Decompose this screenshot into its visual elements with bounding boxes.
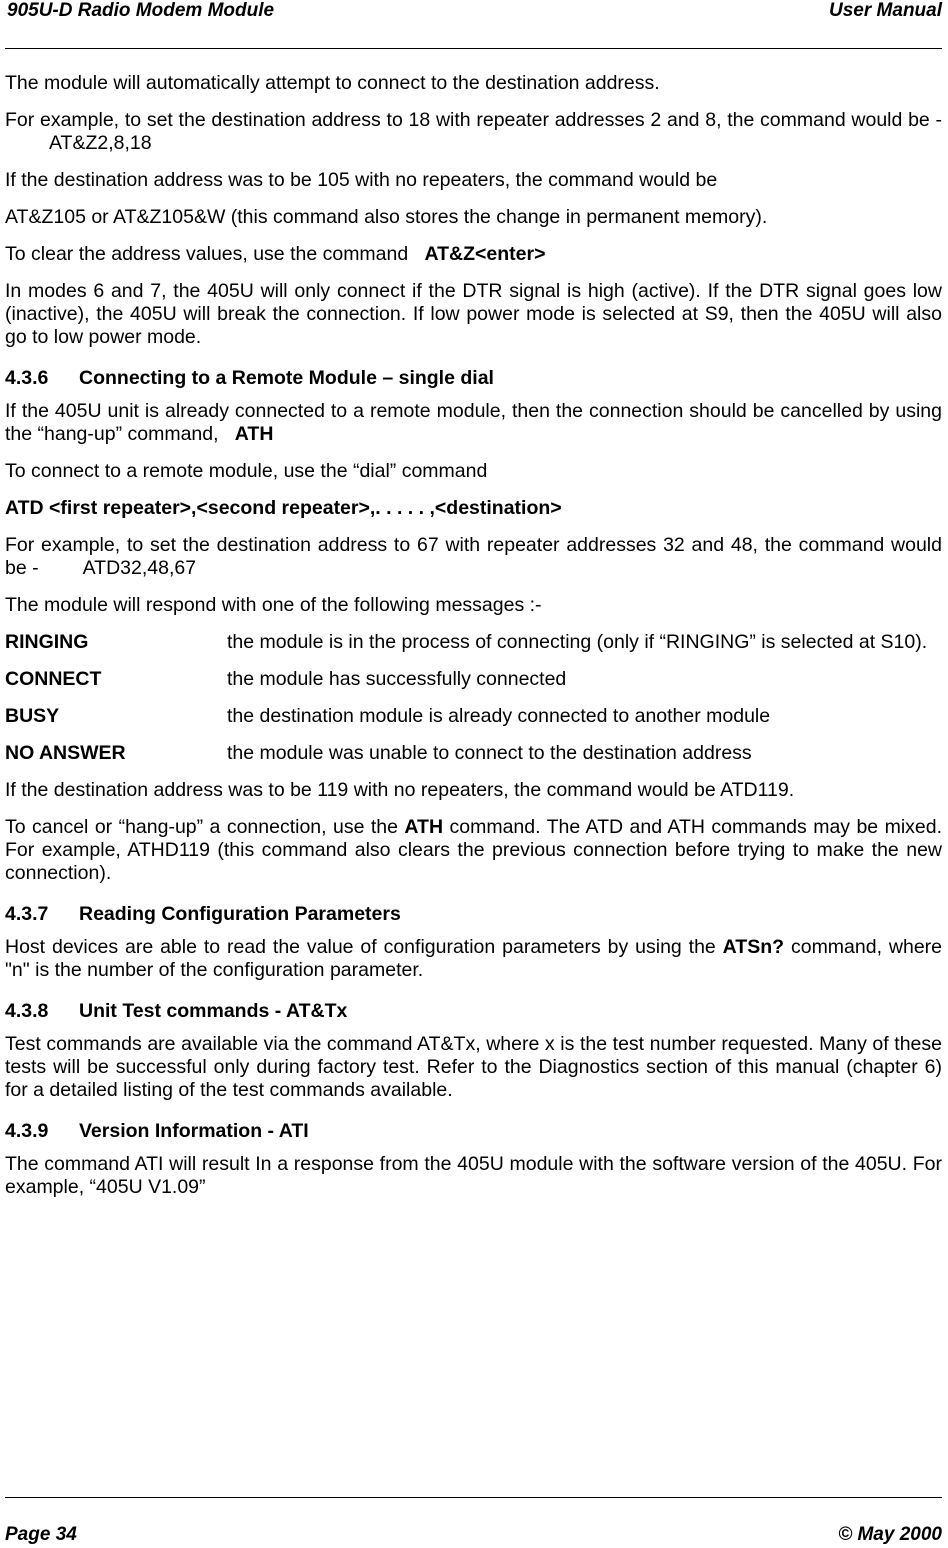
paragraph-cancel xyxy=(5,816,942,885)
page-header xyxy=(5,0,942,49)
paragraph-dial: To connect to a remote module, use the “dial” command xyxy=(5,460,488,482)
paragraph-store-command: AT&Z105 or AT&Z105&W (this command also stores the change in permanent memory). xyxy=(5,206,768,228)
response-description: the module was unable to connect to the destination address xyxy=(227,742,752,764)
section-number: 4.3.6 xyxy=(5,367,49,389)
paragraph-atd119: If the destination address was to be 119 with no repeaters, the command would be ATD119. xyxy=(5,779,795,801)
paragraph-test-commands: Test commands are available via the command AT&Tx, where x is the test number requested. Many of these tests will be successful only during factory test. Refer to the Diagnostics section of this manual (chapter 6) for a detailed listing of the test commands available. xyxy=(5,1033,942,1101)
paragraph-text: To cancel or “hang-up” a connection, use the xyxy=(5,816,398,838)
paragraph-responses-intro: The module will respond with one of the following messages :- xyxy=(5,594,542,616)
footer-divider xyxy=(5,1497,942,1498)
page-number: Page 34 xyxy=(5,1524,77,1545)
paragraph-text: For example, to set the destination address to 18 with repeater addresses 2 and 8, the command would be - xyxy=(5,109,942,131)
section-number: 4.3.8 xyxy=(5,1000,49,1022)
footer-date: © May 2000 xyxy=(838,1524,942,1545)
command-syntax-atd: ATD <first repeater>,<second repeater>,. . . . . ,<destination> xyxy=(5,497,562,519)
response-term: NO ANSWER xyxy=(5,742,126,764)
paragraph-text: For example, to set the destination address to 67 with repeater addresses 32 and 48, the command would be - xyxy=(5,534,942,579)
section-heading-4-3-9 xyxy=(5,1120,942,1143)
header-document-type: User Manual xyxy=(829,0,942,21)
command-ath: ATH xyxy=(234,423,274,445)
section-title: Connecting to a Remote Module – single dial xyxy=(79,367,494,389)
paragraph-auto-connect: The module will automatically attempt to connect to the destination address. xyxy=(5,72,660,94)
paragraph-hang-up xyxy=(5,400,942,446)
response-term: CONNECT xyxy=(5,668,102,690)
response-term: BUSY xyxy=(5,705,60,727)
command-clear: AT&Z<enter> xyxy=(424,243,546,265)
paragraph-text: To clear the address values, use the command xyxy=(5,243,409,265)
paragraph-version: The command ATI will result In a response from the 405U module with the software version of the 405U. For example, “405U V1.09” xyxy=(5,1153,942,1198)
section-title: Unit Test commands - AT&Tx xyxy=(79,1000,348,1022)
response-description: the module has successfully connected xyxy=(227,668,567,690)
section-number: 4.3.7 xyxy=(5,903,49,925)
manual-page xyxy=(5,0,942,1548)
paragraph-no-repeaters: If the destination address was to be 105 with no repeaters, the command would be xyxy=(5,169,718,191)
header-title: 905U-D Radio Modem Module xyxy=(7,0,275,21)
response-connect xyxy=(5,668,942,691)
command-ath: ATH xyxy=(404,816,444,838)
paragraph-text: Host devices are able to read the value of configuration parameters by using the xyxy=(5,936,716,958)
section-heading-4-3-6 xyxy=(5,367,942,390)
paragraph-read-config xyxy=(5,936,942,982)
section-heading-4-3-7 xyxy=(5,903,942,926)
paragraph-clear-address xyxy=(5,243,942,266)
response-term: RINGING xyxy=(5,631,89,653)
paragraph-text: If the 405U unit is already connected to a remote module, then the connection should be cancelled by using the “hang-up” command, xyxy=(5,400,942,445)
paragraph-example-2 xyxy=(5,534,942,580)
paragraph-example-1 xyxy=(5,109,942,155)
response-busy xyxy=(5,705,942,728)
response-ringing xyxy=(5,631,942,654)
paragraph-dtr: In modes 6 and 7, the 405U will only connect if the DTR signal is high (active). If the DTR signal goes low (inactive), the 405U will break the connection. If low power mode is selected at S9, then the 405U will also go to low power mode. xyxy=(5,280,942,348)
response-no-answer xyxy=(5,742,942,765)
section-heading-4-3-8 xyxy=(5,1000,942,1023)
command-example: AT&Z2,8,18 xyxy=(49,132,152,154)
response-description: the destination module is already connected to another module xyxy=(227,705,771,727)
section-title: Version Information - ATI xyxy=(79,1120,309,1142)
command-atsn: ATSn? xyxy=(722,936,785,958)
page-body xyxy=(5,72,942,1213)
section-title: Reading Configuration Parameters xyxy=(79,903,401,925)
paragraph-text: command. The ATD and ATH commands may be mixed. For example, ATHD119 (this command also clears the previous connection before trying to make the new connection). xyxy=(5,816,943,884)
command-example: ATD32,48,67 xyxy=(82,557,197,579)
paragraph-text: command, where "n" is the number of the configuration parameter. xyxy=(5,936,943,981)
section-number: 4.3.9 xyxy=(5,1120,49,1142)
response-description: the module is in the process of connecting (only if “RINGING” is selected at S10). xyxy=(227,631,928,653)
